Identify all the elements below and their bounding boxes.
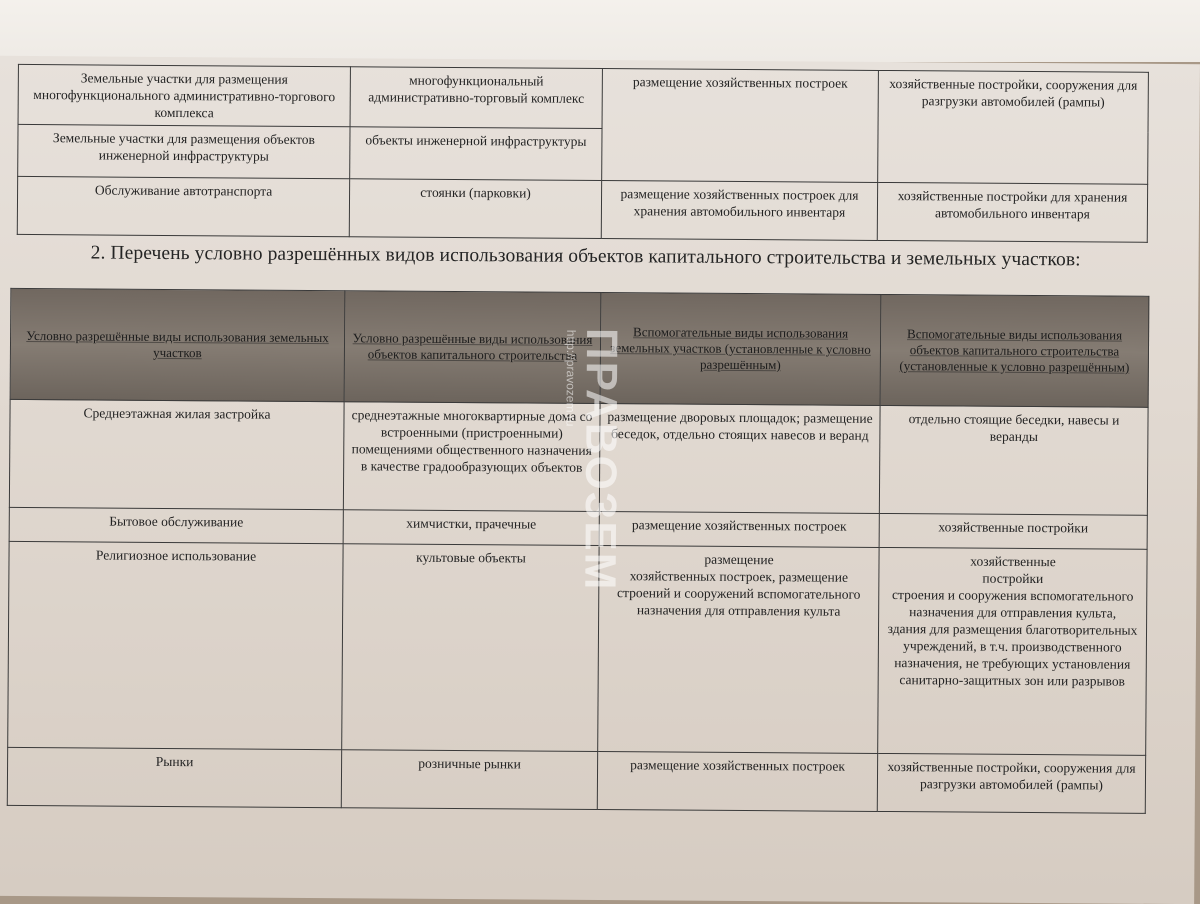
column-header: Вспомогательные виды использования объектов капитального строительства (установленные к условно разрешённым) (880, 294, 1149, 407)
table-cell: размещение хозяйственных построек (597, 752, 877, 812)
table-row (18, 64, 1148, 132)
table-cell: размещение хозяйственных построек для хранения автомобильного инвентаря (601, 181, 877, 241)
table-row (7, 747, 1145, 813)
table-cell: хозяйственные постройки, сооружения для разгрузки автомобилей (рампы) (877, 753, 1145, 813)
table-cell: культовые объекты (342, 544, 599, 752)
table-cell: стоянки (парковки) (349, 179, 601, 239)
table-cell: размещение дворовых площадок; размещение беседок, отдельно стоящих навесов и веранд (599, 404, 880, 514)
table-cell: Рынки (7, 747, 341, 807)
table-cell: хозяйственные постройки, сооружения для разгрузки автомобилей (рампы) (878, 70, 1149, 184)
table-cell: Земельные участки для размещения многофункционального административно-торгового комплекса (18, 64, 350, 126)
table-row (17, 176, 1147, 242)
table-cell: розничные рынки (341, 750, 597, 810)
table-cell: многофункциональный административно-торговый комплекс (350, 67, 602, 129)
table-cell: среднеэтажные многоквартирные дома со встроенными (пристроенными) помещениями общественного назначения в качестве градообразующих объектов (343, 402, 600, 512)
table-cell: отдельно стоящие беседки, навесы и веранды (879, 405, 1148, 515)
watermark-url: http://pravozem.ru (563, 329, 579, 427)
table-cell: Земельные участки для размещения объектов инженерной инфраструктуры (18, 124, 350, 178)
watermark-logo: ПРАВОЗЕМ (575, 327, 627, 592)
table-cell: размещение хозяйственных построек, размещение строений и сооружений вспомогательного назначения для отправления культа (598, 546, 879, 754)
table-cell: хозяйственные постройки (879, 513, 1147, 549)
table-cell: объекты инженерной инфраструктуры (350, 127, 602, 181)
column-header: Вспомогательные виды использования земельных участков (установленные к условно разрешённым) (600, 293, 881, 406)
document-sheet (0, 56, 1200, 904)
table-cell: химчистки, прачечные (343, 510, 599, 546)
table-cell: Обслуживание автотранспорта (17, 176, 349, 236)
table-cell: Бытовое обслуживание (9, 507, 343, 543)
table-cell: хозяйственные постройки для хранения автомобильного инвентаря (877, 182, 1147, 242)
table-cell: Среднеэтажная жилая застройка (9, 399, 344, 509)
table-cell: хозяйственные постройки строения и сооружения вспомогательного назначения для отправления культа, здания для размещения благотворительных учреждений, в т.ч. производственного назначения, не требующих установления санитарно-защитных зон или разрывов (878, 547, 1147, 755)
table-cell: Религиозное использование (8, 541, 343, 749)
column-header: Условно разрешённые виды использования земельных участков (10, 288, 345, 401)
section-heading: 2. Перечень условно разрешённых видов использования объектов капитального строительства и земельных участков: (90, 242, 1081, 271)
table-cell: размещение хозяйственных построек (599, 512, 879, 548)
column-header: Условно разрешённые виды использования объектов капитального строительства (344, 291, 601, 404)
permitted-uses-table-continued (17, 64, 1149, 243)
page-top-edge (0, 0, 1200, 62)
table-cell: размещение хозяйственных построек (602, 69, 879, 183)
